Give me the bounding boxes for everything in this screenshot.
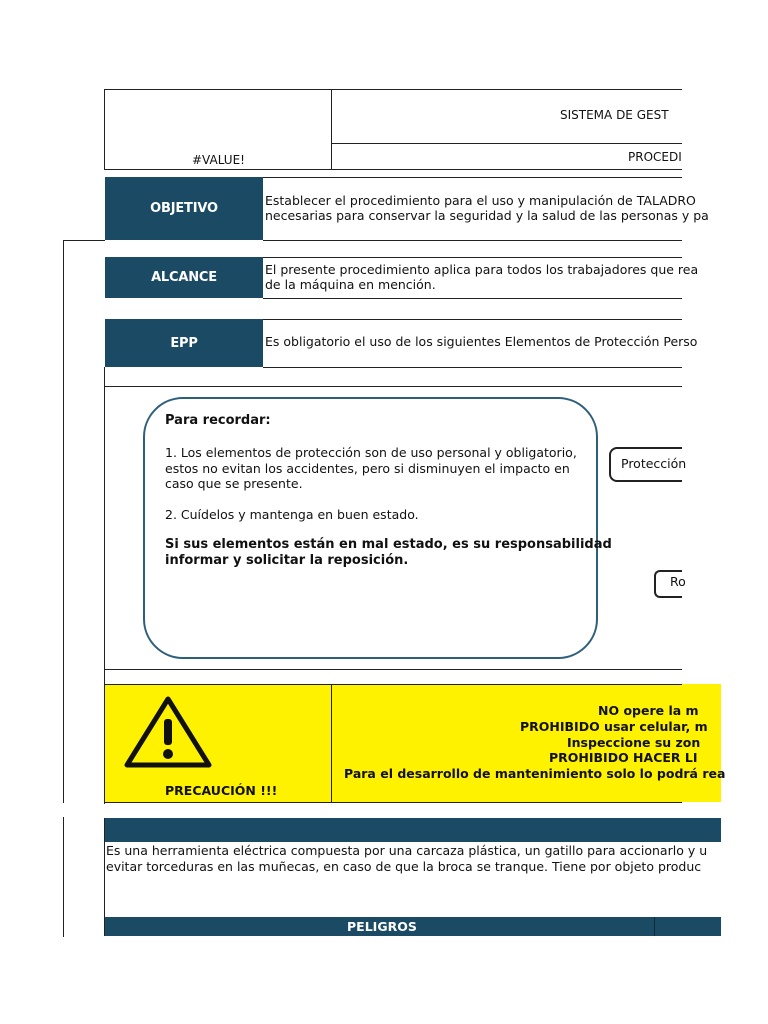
reminder-bold-line2: informar y solicitar la reposición. [165,553,409,568]
objetivo-text-line1: Establecer el procedimiento para el uso y manipulación de TALADRO [265,193,696,208]
proteccion-box [609,447,687,482]
description-header-bar [105,818,721,842]
alcance-text-line1: El presente procedimiento aplica para todos los trabajadores que rea [265,262,699,277]
epp-top-border [263,319,682,320]
reminder-bold-line1: Si sus elementos están en mal estado, es su responsabilidad [165,537,612,552]
reminder-point1-line1: 1. Los elementos de protección son de uso personal y obligatorio, [165,445,577,460]
connector-vertical-upper [63,240,64,803]
objetivo-text-line2: necesarias para conservar la seguridad y la salud de las personas y pa [265,208,709,223]
header-left-border [104,89,105,170]
caution-divider [331,684,332,802]
caution-line2: PROHIBIDO usar celular, m [520,719,708,734]
reminder-box [143,397,598,659]
connector-horizontal [63,240,105,241]
alcance-bottom-border [263,298,682,299]
caution-top-border [104,684,682,685]
ro-label: Ro [670,574,686,589]
header-top-border [104,89,682,90]
caution-line1: NO opere la m [598,703,699,718]
connector-vertical-lower [63,817,64,937]
objetivo-top-border [263,177,682,178]
reminder-point1-line3: caso que se presente. [165,476,303,491]
epp-label: EPP [105,319,263,367]
peligros-label: PELIGROS [347,919,417,934]
objetivo-bottom-border [263,240,682,241]
caution-line4: PROHIBIDO HACER LI [549,750,698,765]
proteccion-label: Protección [621,456,687,471]
alcance-top-border [263,257,682,258]
peligros-divider [654,917,655,936]
reminder-point1-line2: estos no evitan los accidentes, pero si disminuyen el impacto en [165,461,570,476]
caution-bottom-border [104,802,682,803]
reminder-title: Para recordar: [165,413,271,428]
caution-label: PRECAUCIÓN !!! [165,783,278,798]
procedure-label: PROCEDI [628,150,682,164]
system-title: SISTEMA DE GEST [560,108,669,122]
objetivo-label: OBJETIVO [105,177,263,240]
epp-text: Es obligatorio el uso de los siguientes Elementos de Protección Perso [265,334,698,349]
epp-section-separator [104,386,682,387]
description-line1: Es una herramienta eléctrica compuesta por una carcaza plástica, un gatillo para accionarlo y u [106,843,708,858]
code-value: #VALUE! [192,153,245,167]
alcance-label: ALCANCE [105,257,263,298]
ro-box [654,570,686,598]
header-divider [331,89,332,170]
epp-bottom-border [263,367,682,368]
caution-line3: Inspeccione su zon [567,735,701,750]
reminder-section-bottom [104,669,682,670]
warning-triangle-icon [123,694,213,770]
alcance-text-line2: de la máquina en mención. [265,277,436,292]
reminder-point2: 2. Cuídelos y mantenga en buen estado. [165,507,419,522]
caution-line5: Para el desarrollo de mantenimiento solo lo podrá rea [344,766,726,781]
header-bottom-border [104,169,682,170]
header-mid-border [331,143,682,144]
description-line2: evitar torceduras en las muñecas, en caso de que la broca se tranque. Tiene por objeto produc [106,859,702,874]
